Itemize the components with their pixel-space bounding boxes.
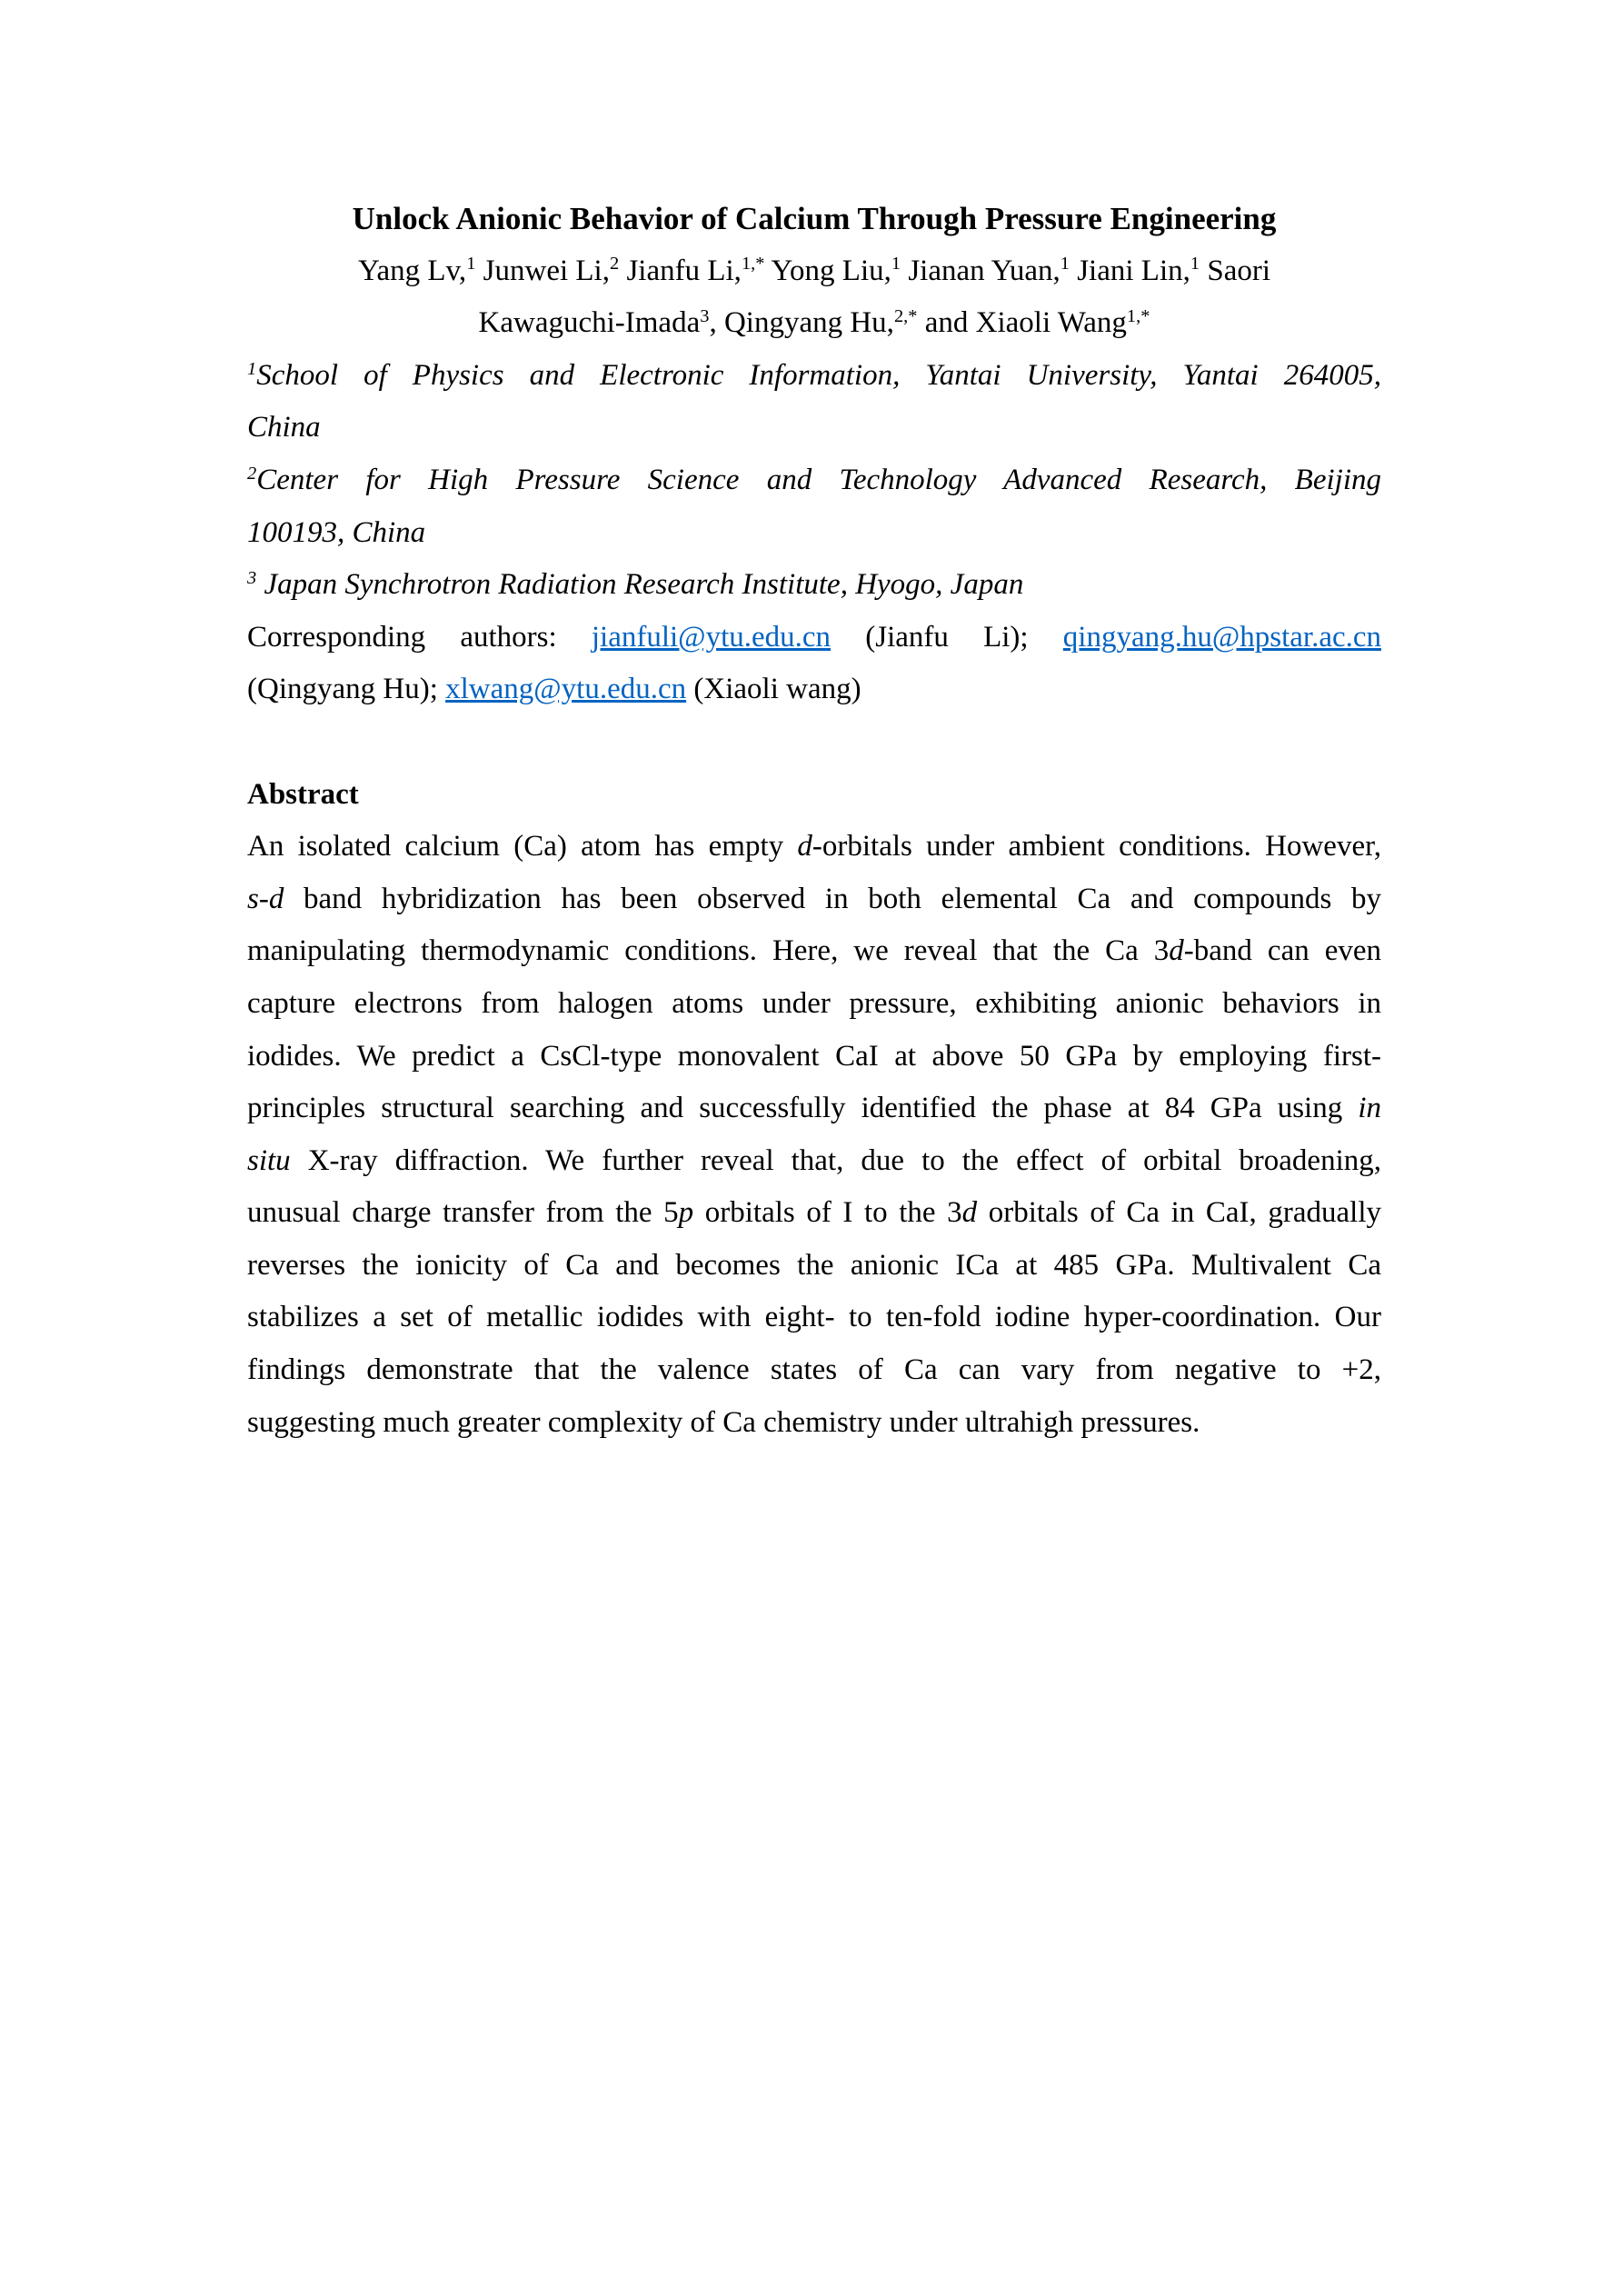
affiliation-1 <box>247 350 1381 454</box>
text-segment: Jianfu Li, <box>619 254 742 287</box>
text-segment: Saori <box>1200 254 1271 287</box>
abstract-paragraph-line <box>247 1083 1381 1135</box>
author-list-line <box>247 245 1381 298</box>
text-segment: principles structural searching and successfully identified the phase at 84 GPa using <box>247 1092 1359 1125</box>
affiliation-2-line <box>247 454 1381 507</box>
author-list-line <box>247 297 1381 350</box>
affiliation-3 <box>247 559 1381 612</box>
text-segment: d <box>1169 934 1184 968</box>
superscript-marker: 1 <box>1190 254 1200 275</box>
document-content <box>247 193 1381 1449</box>
superscript-marker: 3 <box>700 305 710 326</box>
abstract-paragraph-line <box>247 1292 1381 1344</box>
superscript-marker: 1,* <box>1126 305 1150 326</box>
text-segment: X-ray diffraction. We further reveal that, due to the effect of orbital broadening, <box>290 1143 1381 1177</box>
affiliation-1-line <box>247 350 1381 403</box>
superscript-marker: 1 <box>1060 254 1070 275</box>
text-segment: Center for High Pressure Science and Technology Advanced Research, Beijing <box>256 463 1381 496</box>
superscript-marker: 2,* <box>893 305 918 326</box>
text-segment: Jianan Yuan, <box>901 254 1060 287</box>
abstract-heading <box>247 769 1381 822</box>
corresponding-authors-line <box>247 612 1381 664</box>
superscript-marker: 2 <box>247 463 257 484</box>
superscript-marker: 1 <box>466 254 476 275</box>
text-segment: d <box>797 830 812 863</box>
email-link-jianfuli[interactable]: jianfuli@ytu.edu.cn <box>591 620 831 654</box>
superscript-marker: 3 <box>247 567 257 588</box>
abstract-heading-text: Abstract <box>247 777 359 811</box>
corresponding-authors-line <box>247 664 1381 716</box>
text-segment: suggesting much greater complexity of Ca chemistry under ultrahigh pressures. <box>247 1405 1200 1439</box>
text-segment: stabilizes a set of metallic iodides with eight- to ten-fold iodine hyper-coordination. Our <box>247 1301 1381 1334</box>
corresponding-authors <box>247 612 1381 716</box>
blank-line <box>247 716 1381 769</box>
abstract-heading-line <box>247 769 1381 822</box>
email-link-qingyang[interactable]: qingyang.hu@hpstar.ac.cn <box>1062 620 1382 654</box>
text-segment: manipulating thermodynamic conditions. Here, we reveal that the Ca 3 <box>247 934 1170 968</box>
text-segment: in <box>1358 1092 1381 1125</box>
abstract-paragraph-line <box>247 821 1381 873</box>
text-segment: reverses the ionicity of Ca and becomes the anionic ICa at 485 GPa. Multivalent Ca <box>247 1248 1381 1282</box>
text-segment: 100193, China <box>247 515 426 549</box>
affiliation-3-line <box>247 559 1381 612</box>
paper-title-text: Unlock Anionic Behavior of Calcium Through Pressure Engineering <box>352 201 1277 236</box>
abstract-paragraph-line <box>247 925 1381 978</box>
superscript-marker: 2 <box>609 254 620 275</box>
text-segment: School of Physics and Electronic Information, Yantai University, Yantai 264005, <box>256 358 1381 392</box>
abstract-paragraph-line <box>247 1031 1381 1083</box>
email-link-xlwang[interactable]: xlwang@ytu.edu.cn <box>445 673 687 706</box>
abstract-paragraph <box>247 821 1381 1449</box>
abstract-paragraph-line <box>247 1344 1381 1397</box>
text-segment: orbitals of Ca in CaI, gradually <box>977 1196 1381 1230</box>
text-segment: orbitals of I to the 3 <box>693 1196 962 1230</box>
paper-title <box>247 193 1381 245</box>
superscript-marker: 1 <box>247 358 257 379</box>
text-segment: (Qingyang Hu); <box>247 673 446 706</box>
abstract-paragraph-line <box>247 873 1381 926</box>
text-segment: capture electrons from halogen atoms under pressure, exhibiting anionic behaviors in <box>247 986 1381 1020</box>
text-segment: iodides. We predict a CsCl-type monovalent CaI at above 50 GPa by employing first- <box>247 1039 1381 1073</box>
text-segment: and Xiaoli Wang <box>917 306 1127 340</box>
abstract-paragraph-line <box>247 1187 1381 1240</box>
text-segment: p <box>678 1196 694 1230</box>
text-segment: unusual charge transfer from the 5 <box>247 1196 679 1230</box>
text-segment: Jiani Lin, <box>1069 254 1190 287</box>
superscript-marker: 1,* <box>741 254 765 275</box>
text-segment: Junwei Li, <box>475 254 610 287</box>
text-segment: s-d <box>247 882 284 915</box>
affiliation-2-line <box>247 507 1381 560</box>
abstract-paragraph-line <box>247 1397 1381 1450</box>
affiliation-1-line <box>247 402 1381 454</box>
text-segment: (Xiaoli wang) <box>686 673 861 706</box>
text-segment: (Jianfu Li); <box>831 620 1063 654</box>
affiliation-2 <box>247 454 1381 559</box>
text-segment: Corresponding authors: <box>247 620 592 654</box>
text-segment: An isolated calcium (Ca) atom has empty <box>247 830 798 863</box>
text-segment: Japan Synchrotron Radiation Research Institute, Hyogo, Japan <box>256 568 1024 602</box>
abstract-paragraph-line <box>247 1240 1381 1293</box>
text-segment: Kawaguchi-Imada <box>478 306 701 340</box>
text-segment: d <box>961 1196 978 1230</box>
text-segment: -band can even <box>1183 934 1381 968</box>
text-segment: -orbitals under ambient conditions. However, <box>812 830 1382 863</box>
paper-title-line <box>247 193 1381 245</box>
text-segment: Yang Lv, <box>357 254 467 287</box>
text-segment: , Qingyang Hu, <box>709 306 894 340</box>
text-segment: band hybridization has been observed in both elemental Ca and compounds by <box>284 882 1381 915</box>
abstract-paragraph-line <box>247 978 1381 1031</box>
text-segment: Yong Liu, <box>764 254 891 287</box>
superscript-marker: 1 <box>891 254 901 275</box>
text-segment: situ <box>247 1143 291 1177</box>
author-list <box>247 245 1381 350</box>
text-segment: China <box>247 411 321 444</box>
text-segment: findings demonstrate that the valence states of Ca can vary from negative to +2, <box>247 1353 1381 1387</box>
abstract-paragraph-line <box>247 1135 1381 1188</box>
